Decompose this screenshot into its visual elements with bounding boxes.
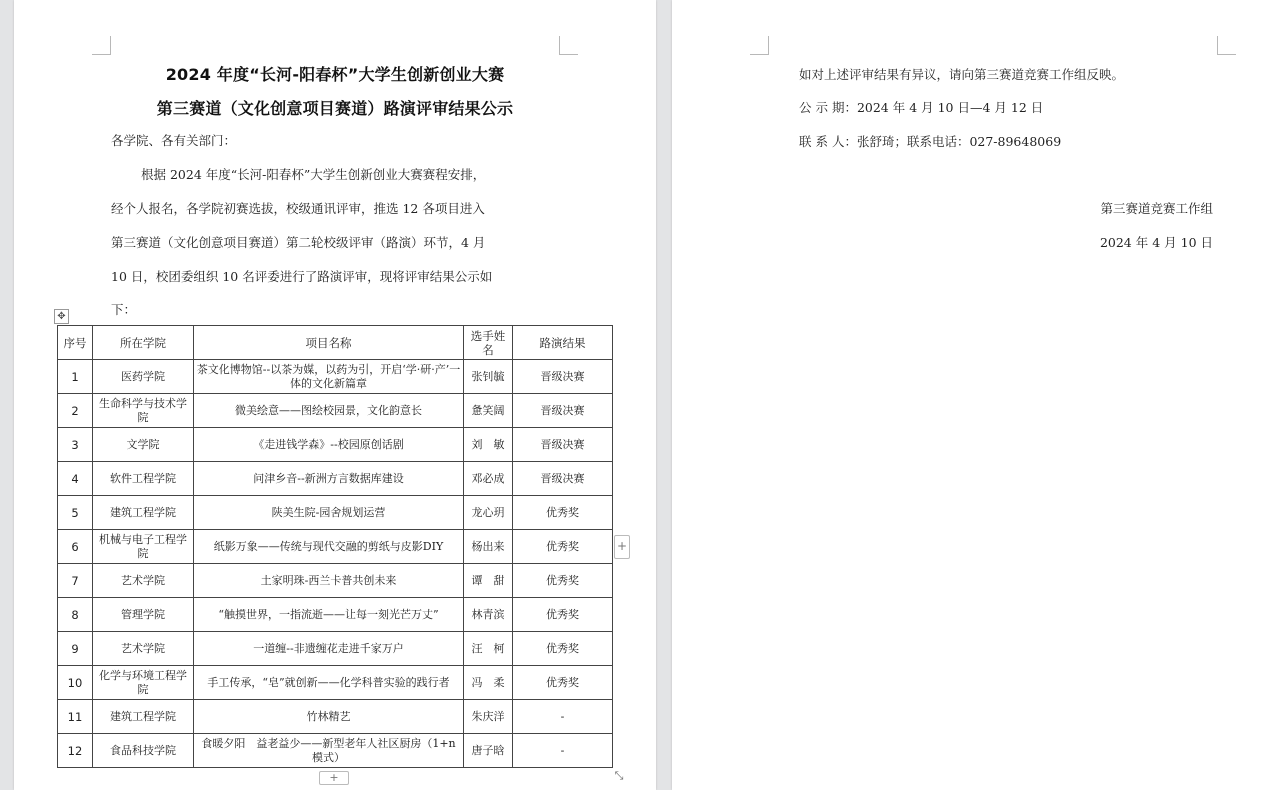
cell-project: 竹林精艺	[194, 700, 464, 734]
header-index: 序号	[58, 326, 93, 360]
table-row	[58, 666, 613, 700]
document-title-line-1: 2024 年度“长河-阳春杯”大学生创新创业大赛	[165, 65, 505, 84]
cell-college: 艺术学院	[93, 564, 194, 598]
cell-contestant: 杨出来	[464, 530, 513, 564]
cell-college: 软件工程学院	[93, 462, 194, 496]
cell-result: 优秀奖	[513, 666, 613, 700]
table-row	[58, 734, 613, 768]
body-paragraph-line: 下：	[111, 302, 137, 317]
cell-project: 食暖夕阳 益老益少——新型老年人社区厨房（1+n 模式）	[194, 734, 464, 768]
cell-result: 晋级决赛	[513, 428, 613, 462]
table-row	[58, 428, 613, 462]
cell-result: 优秀奖	[513, 632, 613, 666]
document-page-2	[672, 0, 1280, 790]
cell-result: 优秀奖	[513, 598, 613, 632]
table-row	[58, 700, 613, 734]
page-corner-mark	[1217, 36, 1236, 55]
cell-contestant: 朱庆洋	[464, 700, 513, 734]
cell-project: 手工传承，“皂”就创新——化学科普实验的践行者	[194, 666, 464, 700]
cell-project: 微美绘意——图绘校园景，文化韵意长	[194, 394, 464, 428]
cell-college: 艺术学院	[93, 632, 194, 666]
page-corner-mark	[92, 36, 111, 55]
cell-project: 陕美生院-园舍规划运营	[194, 496, 464, 530]
cell-contestant: 冯 柔	[464, 666, 513, 700]
page-corner-mark	[559, 36, 578, 55]
cell-index: 5	[58, 496, 93, 530]
cell-college: 机械与电子工程学院	[93, 530, 194, 564]
cell-college: 食品科技学院	[93, 734, 194, 768]
cell-project: 茶文化博物馆--以茶为媒，以药为引，开启‘学·研·产’一体的文化新篇章	[194, 360, 464, 394]
add-row-button[interactable]: +	[319, 771, 349, 785]
table-header-row	[58, 326, 613, 360]
cell-project: 问津乡音--新洲方言数据库建设	[194, 462, 464, 496]
cell-college: 管理学院	[93, 598, 194, 632]
cell-index: 6	[58, 530, 93, 564]
header-college: 所在学院	[93, 326, 194, 360]
cell-index: 10	[58, 666, 93, 700]
table-row	[58, 530, 613, 564]
cell-project: 《走进钱学森》--校园原创话剧	[194, 428, 464, 462]
table-row	[58, 496, 613, 530]
cell-index: 9	[58, 632, 93, 666]
cell-result: 晋级决赛	[513, 360, 613, 394]
cell-result: -	[513, 734, 613, 768]
cell-index: 4	[58, 462, 93, 496]
body-paragraph-line: 根据 2024 年度“长河-阳春杯”大学生创新创业大赛赛程安排，	[141, 167, 486, 182]
table-resize-handle-icon[interactable]: ⤡	[614, 769, 624, 782]
body-paragraph-line: 经个人报名，各学院初赛选拔，校级通讯评审，推选 12 各项目进入	[111, 201, 485, 216]
cell-contestant: 邓必成	[464, 462, 513, 496]
table-row	[58, 598, 613, 632]
document-page-1	[14, 0, 656, 790]
cell-project: 土家明珠-西兰卡普共创未来	[194, 564, 464, 598]
header-project: 项目名称	[194, 326, 464, 360]
cell-index: 8	[58, 598, 93, 632]
table-row	[58, 462, 613, 496]
publicity-period: 公 示 期：2024 年 4 月 10 日—4 月 12 日	[799, 100, 1044, 115]
cell-college: 建筑工程学院	[93, 700, 194, 734]
cell-project: “触摸世界，一指流逝——让每一刻光芒万丈”	[194, 598, 464, 632]
body-paragraph-line: 第三赛道（文化创意项目赛道）第二轮校级评审（路演）环节，4 月	[111, 235, 486, 250]
cell-project: 纸影万象——传统与现代交融的剪纸与皮影DIY	[194, 530, 464, 564]
table-row	[58, 564, 613, 598]
cell-result: 晋级决赛	[513, 394, 613, 428]
cell-index: 2	[58, 394, 93, 428]
page-corner-mark	[750, 36, 769, 55]
cell-contestant: 唐子晗	[464, 734, 513, 768]
cell-index: 11	[58, 700, 93, 734]
signature-organization: 第三赛道竞赛工作组	[1100, 201, 1213, 216]
table-row	[58, 632, 613, 666]
table-row	[58, 360, 613, 394]
cell-college: 化学与环境工程学院	[93, 666, 194, 700]
cell-result: -	[513, 700, 613, 734]
table-move-handle-icon[interactable]: ✥	[54, 309, 69, 324]
cell-index: 12	[58, 734, 93, 768]
table-row	[58, 394, 613, 428]
salutation: 各学院、各有关部门：	[111, 133, 237, 148]
cell-index: 1	[58, 360, 93, 394]
header-contestant: 选手姓名	[464, 326, 513, 360]
cell-contestant: 刘 敏	[464, 428, 513, 462]
cell-project: 一道缠--非遗缠花走进千家万户	[194, 632, 464, 666]
cell-contestant: 张钊毓	[464, 360, 513, 394]
cell-result: 晋级决赛	[513, 462, 613, 496]
signature-date: 2024 年 4 月 10 日	[1099, 235, 1213, 250]
results-table	[57, 325, 613, 768]
objection-notice: 如对上述评审结果有异议，请向第三赛道竞赛工作组反映。	[799, 67, 1125, 82]
cell-result: 优秀奖	[513, 496, 613, 530]
document-title-line-2: 第三赛道（文化创意项目赛道）路演评审结果公示	[156, 99, 514, 118]
cell-college: 文学院	[93, 428, 194, 462]
cell-contestant: 惫笑阔	[464, 394, 513, 428]
contact-info: 联 系 人：张舒琦；联系电话：027-89648069	[799, 134, 1062, 149]
cell-contestant: 汪 柯	[464, 632, 513, 666]
add-column-button[interactable]: +	[614, 535, 630, 559]
cell-college: 建筑工程学院	[93, 496, 194, 530]
cell-contestant: 林青滨	[464, 598, 513, 632]
cell-contestant: 谭 甜	[464, 564, 513, 598]
cell-result: 优秀奖	[513, 564, 613, 598]
cell-college: 医药学院	[93, 360, 194, 394]
cell-index: 3	[58, 428, 93, 462]
body-paragraph-line: 10 日，校团委组织 10 名评委进行了路演评审，现将评审结果公示如	[111, 269, 493, 284]
cell-index: 7	[58, 564, 93, 598]
cell-result: 优秀奖	[513, 530, 613, 564]
cell-college: 生命科学与技术学院	[93, 394, 194, 428]
cell-contestant: 龙心玥	[464, 496, 513, 530]
header-result: 路演结果	[513, 326, 613, 360]
